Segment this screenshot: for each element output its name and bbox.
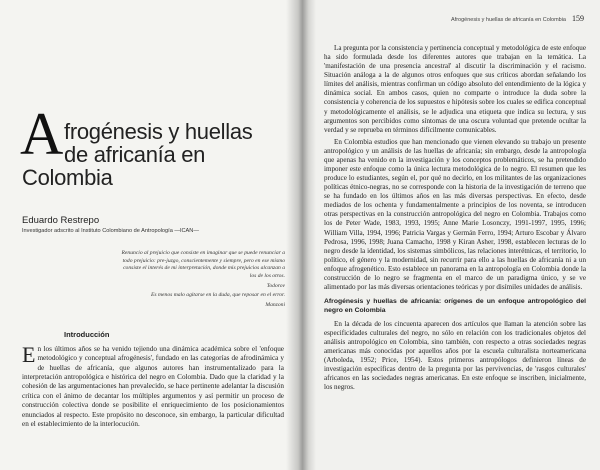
intro-heading: Introducción [64,330,110,339]
article-title [20,101,282,191]
right-page [300,0,600,470]
intro-paragraph [22,342,284,429]
author-affiliation: Investigador adscrito al Instituto Colombiano de Antropología —ICAN— [22,228,199,234]
title-dropcap: A [20,101,64,167]
epigraph-2-text: Es menos malo agitarse en la duda, que reposar en el error. [151,292,285,298]
author-name: Eduardo Restrepo [22,215,100,226]
title-line-2: de africanía en Colombia [22,142,206,191]
running-head-title: Afrogénesis y huellas de africanía en Colombia [451,17,566,23]
running-head [451,14,584,23]
epigraph [120,250,285,291]
section-subheading: Afrogénesis y huellas de africanía: orígenes de un enfoque antropológico del negro en Colombia [324,298,586,314]
book-gutter-shadow [286,0,316,470]
intro-body-text: n los últimos años se ha venido tejiendo una dinámica académica sobre el 'enfoque metodológico y conceptual afrogénesis', fundado en las categorías de afrodinámica y de huellas de africanía, que algunos autores han instrumentalizado para la interpretación antropológica e histórica del negro en Colombia. Dado que la claridad y la cohesión de las argumentaciones han prevalecido, se hace pertinente adelantar la discusión crítica con el ánimo de decantar los múltiples argumentos y así permitir un proceso de construcción colectiva donde se posibilite el enriquecimiento de los posicionamientos enunciados al respecto. Este propósito no desconoce, sin embargo, la particular dificultad en el establecimiento de la interlocución. [22,345,284,428]
intro-dropcap: E [22,342,36,367]
article-title-block [20,101,282,191]
epigraph-source: Todorov [266,283,285,290]
body-paragraph-3: En la década de los cincuenta aparecen dos artículos que llaman la atención sobre las especificidades culturales del negro, no sólo en relación con los tradicionales objetos del análisis antropológico en Colombia, sino también, con respecto a otras sociedades negras americanas más conocidas por aquellos años por la escuela culturalista norteamericana (Arboleda, 1952; Price, 1954). Estos primeros antropólogos definieron líneas de investigación específicas dentro de la pregunta por las pervivencias, de 'rasgos culturales' africanos en las sociedades negras americanas. En este enfoque se inscriben, inicialmente, los negros. [324,319,586,392]
epigraph-2 [120,292,285,309]
epigraph-2-source: Manzoni [265,301,285,308]
page-number: 159 [572,14,584,23]
body-paragraph-1: La pregunta por la consistencia y pertinencia conceptual y metodológica de este enfoque ha sido formulada desde los diferentes autores que trabajan en la temática. La 'manifestación de una presencia ancestral' al discutir la discriminación y el racismo. Situación análoga a la de algunos otros enfoques que sus críticos abordan señalando los límites del análisis, mientras confirman un código absoluto del entendimiento de la lógica y dinámica social. En ambos casos, quien no comparte o introduce la duda sobre la consistencia y coherencia de los supuestos e hipótesis sobre los cuales se edifica conceptual y metodológicamente el análisis, se le adjudica una etiqueta que indica su lectura, y sus argumentos son percibidos como síntomas de una oscura voluntad que pretende ocultar la verdad y se reprueba en términos difícilmente comunicables. [324,44,586,134]
title-line-1: frogénesis y huellas [64,119,253,144]
right-text-column [324,44,586,395]
epigraph-text: Renuncio al prejuicio que consiste en imaginar que se puede renunciar a todo prejuicio: pre-juzgo, conscientemente y siempre, pero en ese mismo consiste el interés de mi interpretación, donde mis prejuicios alcanzan a los de los otros. [121,250,285,279]
author-block [22,215,282,234]
body-paragraph-2: En Colombia estudios que han mencionado que vienen elevando su trabajo un presente antropológico y un análisis de las huellas de africanía; sin embargo, desde la antropología que apenas ha venido en la investigación y los conceptos problemáticos, se ha pretendido imponer este enfoque como la única lectura metodológica de lo negro. El resumen que les produce lo estudiantes, según el, por qué no decirlo, en los militantes de las organizaciones políticas étnico-negras, no se corresponde con la historia de la investigación de terreno que se ha fundado en los últimos años en las más diversas perspectivas. En efecto, desde mediados de los ochenta y fundamentalmente a principios de los noventa, se introducen otras perspectivas en la construcción antropológica del negro en Colombia. Trabajos como los de Peter Wade, 1983, 1993, 1995; Anne Marie Losonczy, 1991-1997, 1995, 1996; William Villa, 1994, 1996; Patricia Vargas y Germán Ferro, 1994; Arturo Escobar y Álvaro Pedrosa, 1996, 1998; Juana Camacho, 1998 y Kiran Asher, 1998, establecen lecturas de lo negro desde la identidad, los sistemas simbólicos, las relaciones interétnicas, el territorio, lo político, el género y la modernidad, sin recurrir para ello a las huellas de africanía ni a un enfoque afrogenético. Esto establece un panorama en la antropología en Colombia donde la construcción de lo negro se fragmenta en el marco de un paradigma único, y se ve alimentado por las más diversas orientaciones teóricas y por disímiles unidades de análisis. [324,137,586,292]
